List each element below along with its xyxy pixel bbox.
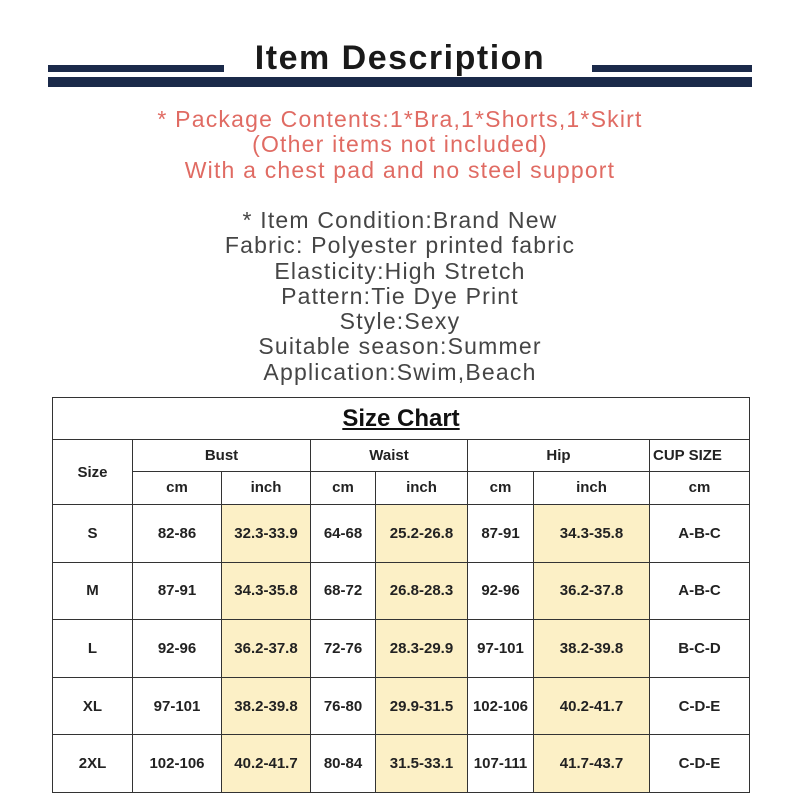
table-cell: 38.2-39.8 xyxy=(222,677,311,735)
page-title: Item Description xyxy=(254,39,546,77)
unit-header: inch xyxy=(534,471,650,504)
table-cell: 31.5-33.1 xyxy=(376,735,468,793)
size-cell: 2XL xyxy=(53,735,133,793)
size-chart-table xyxy=(52,397,750,793)
table-cell: 76-80 xyxy=(311,677,376,735)
table-row xyxy=(53,562,750,620)
table-cell: 29.9-31.5 xyxy=(376,677,468,735)
detail-line: Fabric: Polyester printed fabric xyxy=(224,232,576,259)
group-header-waist: Waist xyxy=(311,440,468,471)
unit-header: cm xyxy=(133,471,222,504)
table-cell: 40.2-41.7 xyxy=(534,677,650,735)
table-cell: 25.2-26.8 xyxy=(376,505,468,563)
size-cell: S xyxy=(53,505,133,563)
table-cell: 72-76 xyxy=(311,620,376,678)
group-header-cup-size: CUP SIZE xyxy=(650,440,750,471)
table-cell: 92-96 xyxy=(468,562,534,620)
size-cell: XL xyxy=(53,677,133,735)
table-cell: 64-68 xyxy=(311,505,376,563)
unit-header: inch xyxy=(222,471,311,504)
table-cell: 38.2-39.8 xyxy=(534,620,650,678)
table-cell: 102-106 xyxy=(468,677,534,735)
table-cell: 34.3-35.8 xyxy=(534,505,650,563)
table-cell: 36.2-37.8 xyxy=(534,562,650,620)
table-cell: 32.3-33.9 xyxy=(222,505,311,563)
table-cell: A-B-C xyxy=(650,505,750,563)
header-rule-left xyxy=(48,65,224,72)
table-cell: 34.3-35.8 xyxy=(222,562,311,620)
table-cell: 68-72 xyxy=(311,562,376,620)
table-cell: 97-101 xyxy=(468,620,534,678)
package-line: (Other items not included) xyxy=(252,131,548,158)
detail-line: Suitable season:Summer xyxy=(258,333,542,360)
table-cell: 36.2-37.8 xyxy=(222,620,311,678)
package-line: With a chest pad and no steel support xyxy=(184,156,616,183)
unit-header: cm xyxy=(311,471,376,504)
table-cell: C-D-E xyxy=(650,735,750,793)
unit-header: cm xyxy=(650,471,750,504)
table-cell: B-C-D xyxy=(650,620,750,678)
detail-line: Pattern:Tie Dye Print xyxy=(281,282,519,309)
table-cell: 40.2-41.7 xyxy=(222,735,311,793)
table-cell: 97-101 xyxy=(133,677,222,735)
table-cell: 102-106 xyxy=(133,735,222,793)
item-details xyxy=(0,208,800,385)
detail-line: Style:Sexy xyxy=(339,308,461,335)
table-cell: 26.8-28.3 xyxy=(376,562,468,620)
table-row xyxy=(53,505,750,563)
header-rule-right xyxy=(592,65,752,72)
size-chart-title: Size Chart xyxy=(53,398,750,440)
detail-line: Elasticity:High Stretch xyxy=(274,257,526,284)
table-row xyxy=(53,677,750,735)
table-cell: 92-96 xyxy=(133,620,222,678)
unit-header: cm xyxy=(468,471,534,504)
group-header-bust: Bust xyxy=(133,440,311,471)
table-cell: 107-111 xyxy=(468,735,534,793)
table-cell: 28.3-29.9 xyxy=(376,620,468,678)
size-header: Size xyxy=(53,440,133,505)
table-cell: 41.7-43.7 xyxy=(534,735,650,793)
table-cell: 87-91 xyxy=(133,562,222,620)
unit-header: inch xyxy=(376,471,468,504)
group-header-hip: Hip xyxy=(468,440,650,471)
size-cell: M xyxy=(53,562,133,620)
table-row xyxy=(53,735,750,793)
table-cell: C-D-E xyxy=(650,677,750,735)
detail-line: * Item Condition:Brand New xyxy=(242,207,558,233)
detail-line: Application:Swim,Beach xyxy=(263,358,537,385)
table-cell: A-B-C xyxy=(650,562,750,620)
size-cell: L xyxy=(53,620,133,678)
package-line: * Package Contents:1*Bra,1*Shorts,1*Skirt xyxy=(157,106,643,132)
package-contents xyxy=(0,107,800,183)
table-row xyxy=(53,620,750,678)
table-cell: 82-86 xyxy=(133,505,222,563)
table-cell: 87-91 xyxy=(468,505,534,563)
table-cell: 80-84 xyxy=(311,735,376,793)
